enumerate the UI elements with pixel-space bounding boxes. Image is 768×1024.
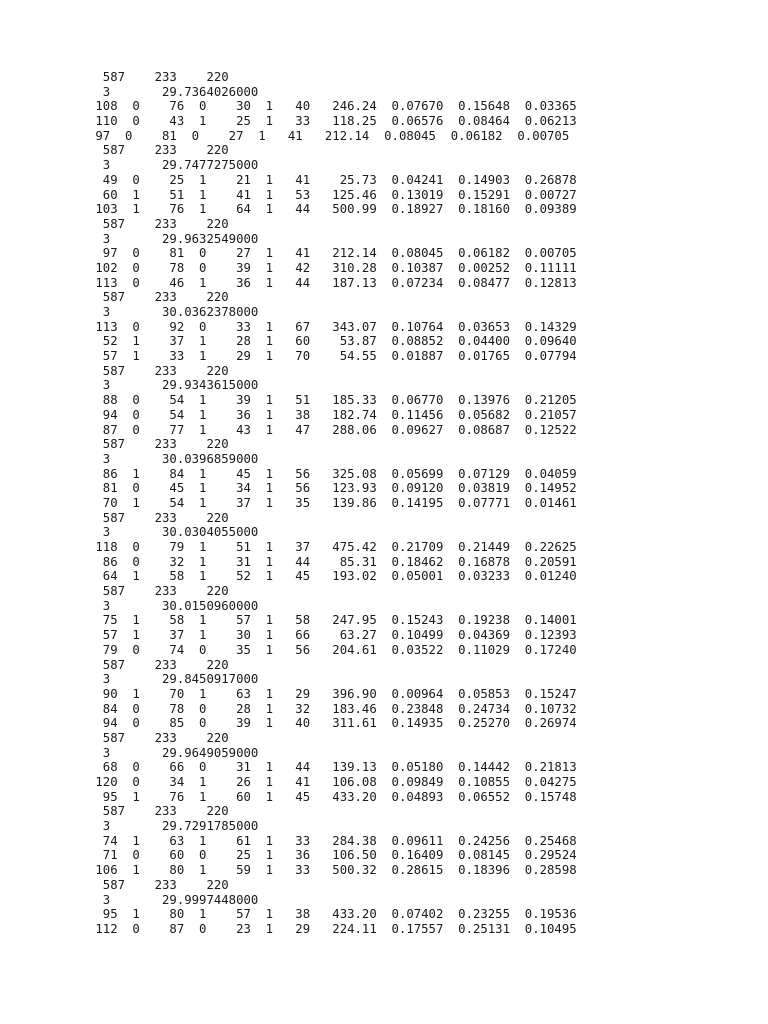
- text-line: 60 1 51 1 41 1 53 125.46 0.13019 0.15291 0.00727: [88, 187, 577, 202]
- text-line: 103 1 76 1 64 1 44 500.99 0.18927 0.18160 0.09389: [88, 202, 577, 217]
- text-line: 102 0 78 0 39 1 42 310.28 0.10387 0.00252 0.11111: [88, 260, 577, 275]
- text-line: 84 0 78 0 28 1 32 183.46 0.23848 0.24734 0.10732: [88, 701, 577, 716]
- text-line: 110 0 43 1 25 1 33 118.25 0.06576 0.08464 0.06213: [88, 114, 577, 129]
- text-line: 68 0 66 0 31 1 44 139.13 0.05180 0.14442 0.21813: [88, 760, 577, 775]
- text-line: 57 1 37 1 30 1 66 63.27 0.10499 0.04369 0.12393: [88, 628, 577, 643]
- text-line: 587 233 220: [88, 216, 229, 231]
- text-line: 3 29.9997448000: [88, 892, 259, 907]
- text-line: 95 1 76 1 60 1 45 433.20 0.04893 0.06552 0.15748: [88, 789, 577, 804]
- text-line: 94 0 85 0 39 1 40 311.61 0.14935 0.25270 0.26974: [88, 716, 577, 731]
- text-line: 49 0 25 1 21 1 41 25.73 0.04241 0.14903 0.26878: [88, 172, 577, 187]
- text-line: 587 233 220: [88, 730, 229, 745]
- text-line: 3 30.0150960000: [88, 598, 259, 613]
- text-line: 106 1 80 1 59 1 33 500.32 0.28615 0.18396 0.28598: [88, 863, 577, 878]
- text-line: 112 0 87 0 23 1 29 224.11 0.17557 0.25131 0.10495: [88, 921, 577, 936]
- data-listing: [88, 70, 577, 937]
- text-line: 120 0 34 1 26 1 41 106.08 0.09849 0.10855 0.04275: [88, 775, 577, 789]
- text-line: 79 0 74 0 35 1 56 204.61 0.03522 0.11029 0.17240: [88, 642, 577, 657]
- text-line: 108 0 76 0 30 1 40 246.24 0.07670 0.15648 0.03365: [88, 99, 577, 114]
- text-line: 74 1 63 1 61 1 33 284.38 0.09611 0.24256 0.25468: [88, 833, 577, 848]
- text-line: 587 233 220: [88, 363, 229, 378]
- text-line: 87 0 77 1 43 1 47 288.06 0.09627 0.08687 0.12522: [88, 422, 577, 437]
- text-line: 587 233 220: [88, 290, 229, 305]
- text-line: 94 0 54 1 36 1 38 182.74 0.11456 0.05682 0.21057: [88, 407, 577, 422]
- text-line: 57 1 33 1 29 1 70 54.55 0.01887 0.01765 0.07794: [88, 349, 577, 364]
- text-line: 3 29.8450917000: [88, 672, 259, 687]
- text-line: 70 1 54 1 37 1 35 139.86 0.14195 0.07771 0.01461: [88, 495, 577, 510]
- text-line: 64 1 58 1 52 1 45 193.02 0.05001 0.03233 0.01240: [88, 569, 577, 584]
- text-line: 86 0 32 1 31 1 44 85.31 0.18462 0.16878 0.20591: [88, 554, 577, 569]
- text-line: 3 29.9632549000: [88, 231, 259, 246]
- text-line: 3 29.7477275000: [88, 158, 259, 173]
- text-line: 113 0 92 0 33 1 67 343.07 0.10764 0.03653 0.14329: [88, 319, 577, 334]
- text-line: 587 233 220: [88, 804, 229, 819]
- text-line: 75 1 58 1 57 1 58 247.95 0.15243 0.19238 0.14001: [88, 613, 577, 628]
- text-line: 587 233 220: [88, 143, 229, 158]
- text-line: 3 30.0396859000: [88, 451, 259, 466]
- text-line: 3 29.9343615000: [88, 378, 259, 393]
- text-line: 3 30.0304055000: [88, 525, 259, 540]
- text-line: 118 0 79 1 51 1 37 475.42 0.21709 0.21449 0.22625: [88, 540, 577, 554]
- text-line: 71 0 60 0 25 1 36 106.50 0.16409 0.08145 0.29524: [88, 848, 577, 863]
- text-line: 3 29.9649059000: [88, 745, 259, 760]
- text-line: 3 30.0362378000: [88, 305, 259, 319]
- text-line: 587 233 220: [88, 510, 229, 525]
- text-line: 86 1 84 1 45 1 56 325.08 0.05699 0.07129 0.04059: [88, 466, 577, 481]
- text-line: 587 233 220: [88, 877, 229, 892]
- text-line: 95 1 80 1 57 1 38 433.20 0.07402 0.23255 0.19536: [88, 907, 577, 922]
- text-line: 90 1 70 1 63 1 29 396.90 0.00964 0.05853 0.15247: [88, 686, 577, 701]
- text-line: 52 1 37 1 28 1 60 53.87 0.08852 0.04400 0.09640: [88, 334, 577, 349]
- text-line: 97 0 81 0 27 1 41 212.14 0.08045 0.06182 0.00705: [88, 246, 577, 261]
- text-line: 587 233 220: [88, 437, 229, 452]
- text-line: 97 0 81 0 27 1 41 212.14 0.08045 0.06182 0.00705: [88, 128, 570, 143]
- text-line: 587 233 220: [88, 584, 229, 599]
- text-line: 3 29.7291785000: [88, 819, 259, 834]
- text-line: 88 0 54 1 39 1 51 185.33 0.06770 0.13976 0.21205: [88, 393, 577, 408]
- text-line: 587 233 220: [88, 657, 229, 672]
- text-line: 3 29.7364026000: [88, 84, 259, 99]
- text-line: 587 233 220: [88, 70, 229, 84]
- text-line: 81 0 45 1 34 1 56 123.93 0.09120 0.03819 0.14952: [88, 481, 577, 496]
- text-line: 113 0 46 1 36 1 44 187.13 0.07234 0.08477 0.12813: [88, 275, 577, 290]
